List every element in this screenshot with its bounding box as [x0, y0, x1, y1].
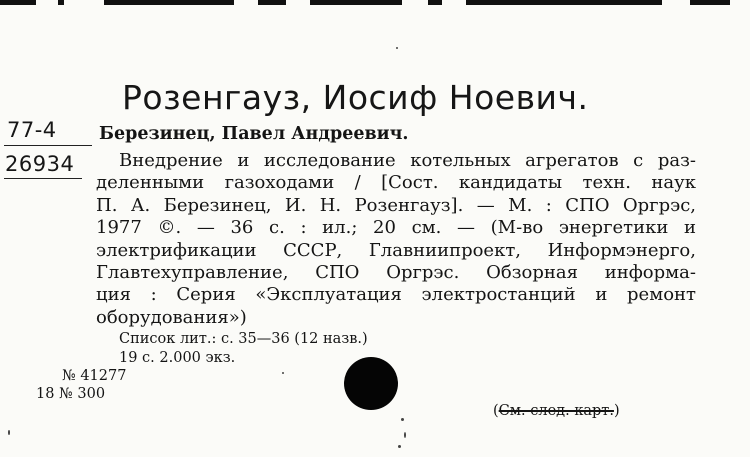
- see-next-card-note: [493, 403, 620, 419]
- description-line: ция : Серия «Эксплуатация электростанций и ремонт: [96, 284, 696, 306]
- description-line: П. А. Березинец, И. Н. Розенгауз]. — М. : СПО Оргрэс,: [96, 194, 696, 216]
- accession-number: № 41277: [62, 368, 127, 384]
- inventory-number-underline: [4, 178, 82, 179]
- speck: [396, 47, 398, 49]
- description-line: Главтехуправление, СПО Оргрэс. Обзорная информа-: [96, 262, 696, 284]
- card-number: 18 № 300: [36, 386, 106, 402]
- inventory-number: 26934: [5, 152, 75, 176]
- speck: [401, 418, 404, 421]
- speck: [8, 430, 10, 435]
- handwritten-author-name: Розенгауз, Иосиф Ноевич.: [122, 78, 589, 117]
- see-next-open-paren: (: [493, 403, 499, 419]
- speck: [404, 432, 406, 438]
- shelf-mark: 77-4: [7, 118, 57, 142]
- description-line: 1977 ©. — 36 с. : ил.; 20 см. — (М-во энергетики и: [96, 217, 696, 239]
- description-line: электрификации СССР, Главниипроект, Информэнерго,: [96, 239, 696, 261]
- description-line: Внедрение и исследование котельных агрегатов с раз-: [119, 150, 696, 171]
- description-line: оборудования»): [96, 306, 247, 328]
- speck: [398, 445, 401, 448]
- bibliographic-description: [96, 150, 696, 329]
- references-note: Список лит.: с. 35—36 (12 назв.): [119, 331, 368, 347]
- filing-punch-hole: [344, 357, 398, 410]
- see-next-card-text: См. след. карт.: [498, 403, 614, 419]
- see-next-close-paren: ): [613, 403, 620, 419]
- author-heading: Березинец, Павел Андреевич.: [99, 124, 409, 144]
- print-run-note: 19 с. 2.000 экз.: [119, 350, 236, 366]
- top-edge-marks: [0, 0, 750, 5]
- speck: [282, 372, 284, 374]
- description-line: деленными газоходами / [Сост. кандидаты техн. наук: [96, 172, 696, 194]
- shelf-mark-underline: [4, 145, 92, 146]
